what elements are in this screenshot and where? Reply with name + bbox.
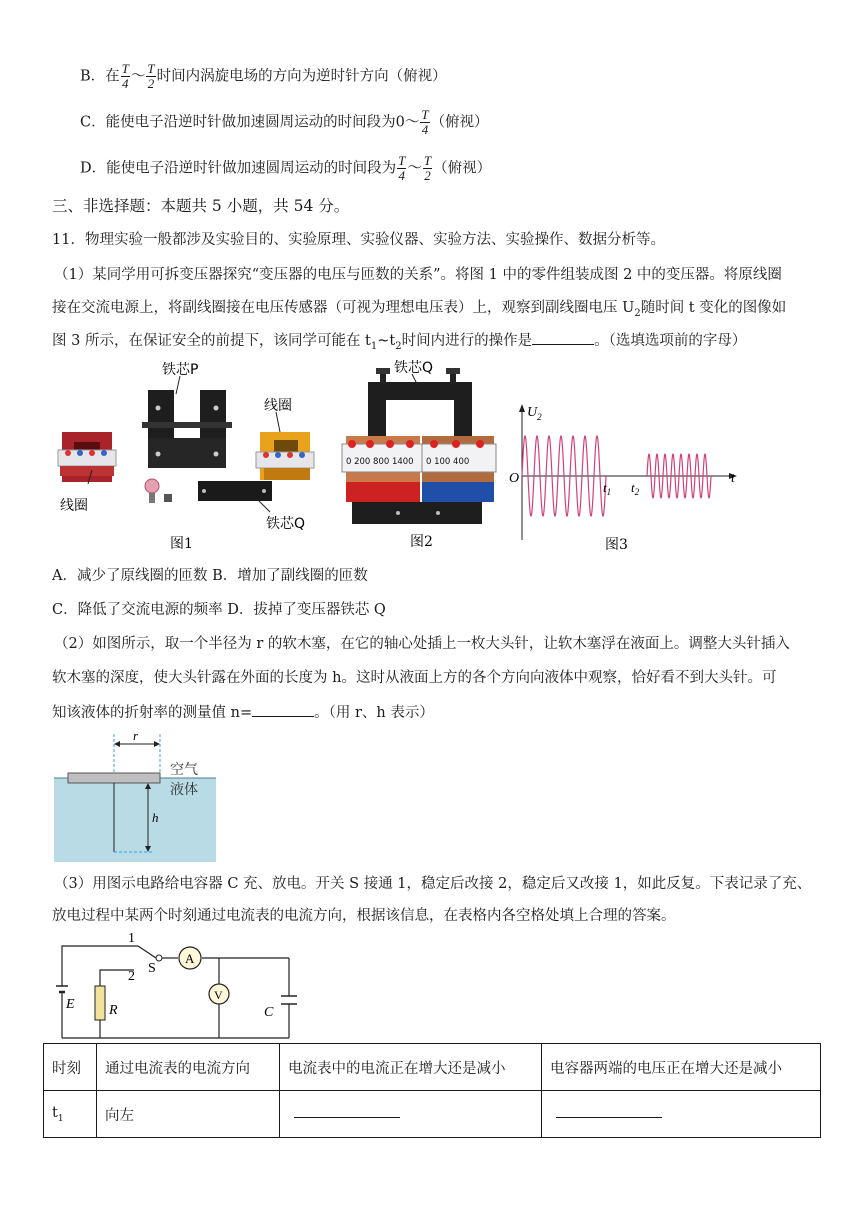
label-core-p: 铁芯P xyxy=(162,362,199,378)
figure-3-graph xyxy=(505,400,745,555)
q11-part2-line3: 知该液体的折射率的测量值 n= 。（用 r、h 表示） xyxy=(52,702,434,723)
label-coil-right: 线圈 xyxy=(264,398,292,414)
header-voltage-change: 电容器两端的电压正在增大还是减小 xyxy=(542,1044,821,1091)
wave-path xyxy=(522,436,606,516)
caption-fig1: 图1 xyxy=(170,536,193,550)
switch-pivot xyxy=(156,955,162,961)
fraction-t-over-4: $\frac{T}{4}$ xyxy=(398,153,406,183)
caption-fig2: 图2 xyxy=(410,534,433,550)
option-c: C．能使电子沿逆时针做加速圆周运动的时间段为0～ $\frac{T}{4}$ （俯视） xyxy=(80,107,489,137)
row1-direction: 向左 xyxy=(97,1091,280,1138)
figure-1-parts xyxy=(52,360,342,550)
q11-part2-line2: 软木塞的深度，使大头针露在外面的长度为 h。这时从液面上方的各个方向向液体中观察，恰好看不到大头针。可 xyxy=(52,670,777,686)
label-h: h xyxy=(152,810,159,825)
label-r: r xyxy=(133,730,139,743)
svg-text:V: V xyxy=(214,988,223,1002)
cork xyxy=(68,773,160,783)
svg-text:E: E xyxy=(66,997,75,1012)
svg-text:S: S xyxy=(148,961,156,976)
header-direction: 通过电流表的电流方向 xyxy=(97,1044,280,1091)
svg-text:C: C xyxy=(264,1005,274,1020)
svg-text:R: R xyxy=(109,1003,118,1018)
q11-part2-line1: （2）如图所示，取一个半径为 r 的软木塞，在它的轴心处插上一枚大头针，让软木塞浮在液面上。调整大头针插入 xyxy=(54,636,790,652)
iron-core-p xyxy=(142,390,232,468)
t1-label: $t_1$ xyxy=(603,480,612,497)
t2-label: $t_2$ xyxy=(631,480,640,497)
label-air: 空气 xyxy=(170,762,198,778)
label-core-q: 铁芯Q xyxy=(266,516,306,532)
fraction-t-over-4: $\frac{T}{4}$ xyxy=(421,107,429,137)
svg-text:A: A xyxy=(185,951,195,966)
answer-blank-n[interactable] xyxy=(252,702,314,717)
iron-core-q xyxy=(198,481,272,501)
label-liquid: 液体 xyxy=(170,782,198,798)
label-coil-left: 线圈 xyxy=(60,498,88,514)
answer-table xyxy=(43,1043,821,1138)
header-time: 时刻 xyxy=(44,1044,97,1091)
q11-part1-line2: 接在交流电源上，将副线圈接在电压传感器（可视为理想电压表）上，观察到副线圈电压 $U_2$随时间 t 变化的图像如 xyxy=(52,300,787,319)
q11-part3-line1: （3）用图示电路给电容器 C 充、放电。开关 S 接通 1，稳定后改接 2，稳定后又改接 1，如此反复。下表记录了充、 xyxy=(54,876,812,892)
table-row xyxy=(44,1091,821,1138)
q11-part1-line3: 图 3 所示，在保证安全的前提下，该同学可能在 $t_1\sim t_2$时间内进行的操作是 。（选填选项前的字母） xyxy=(52,330,746,357)
row1-time: $t_1$ xyxy=(44,1091,97,1138)
caption-fig3: 图3 xyxy=(605,537,628,553)
scale-right: 0 100 400 xyxy=(426,457,470,467)
answer-blank[interactable] xyxy=(532,330,594,345)
svg-text:2: 2 xyxy=(128,969,135,984)
y-label: $U_2$ xyxy=(527,405,542,422)
figure-cork-liquid xyxy=(52,730,222,866)
option-d: D．能使电子沿逆时针做加速圆周运动的时间段为 $\frac{T}{4}$ ～ $\frac{T}{2}$ （俯视） xyxy=(80,153,492,183)
header-current-change: 电流表中的电流正在增大还是减小 xyxy=(280,1044,542,1091)
origin-label: O xyxy=(509,471,520,486)
q11-part3-line2: 放电过程中某两个时刻通过电流表的电流方向，根据该信息，在表格内各空格处填上合理的答案。 xyxy=(52,908,676,924)
scale-left: 0 200 800 1400 xyxy=(346,457,414,467)
label-core-q: 铁芯Q xyxy=(394,360,434,376)
option-b: B．在 $\frac{T}{4}$ ～ $\frac{T}{2}$ 时间内涡旋电场的方向为逆时针方向（俯视） xyxy=(80,61,447,91)
coil-left xyxy=(58,432,116,482)
choices-line-1: A．减少了原线圈的匝数 B．增加了副线圈的匝数 xyxy=(52,568,368,584)
question-11-intro: 11．物理实验一般都涉及实验目的、实验原理、实验仪器、实验方法、实验操作、数据分析等。 xyxy=(52,232,665,248)
wave-segment-1 xyxy=(522,436,606,516)
fraction-t-over-2: $\frac{T}{2}$ xyxy=(147,61,155,91)
row1-current-blank[interactable] xyxy=(280,1091,542,1138)
svg-text:1: 1 xyxy=(128,931,135,946)
resistor-r xyxy=(95,986,105,1020)
choices-line-2: C．降低了交流电源的频率 D．拔掉了变压器铁芯 Q xyxy=(52,602,386,618)
fraction-t-over-2: $\frac{T}{2}$ xyxy=(423,153,432,183)
section-title: 三、非选择题：本题共 5 小题，共 54 分。 xyxy=(52,197,350,215)
circuit-diagram xyxy=(52,928,302,1043)
knob xyxy=(145,479,159,493)
x-label: t xyxy=(731,471,735,486)
figure-2-transformer xyxy=(338,360,498,550)
table-header-row xyxy=(44,1044,821,1091)
q11-part1-line1: （1）某同学用可拆变压器探究“变压器的电压与匝数的关系”。将图 1 中的零件组装成图 2 中的变压器。将原线圈 xyxy=(54,267,782,283)
row1-voltage-blank[interactable] xyxy=(542,1091,821,1138)
fraction-t-over-4: $\frac{T}{4}$ xyxy=(121,61,129,91)
coil-right xyxy=(256,432,314,480)
